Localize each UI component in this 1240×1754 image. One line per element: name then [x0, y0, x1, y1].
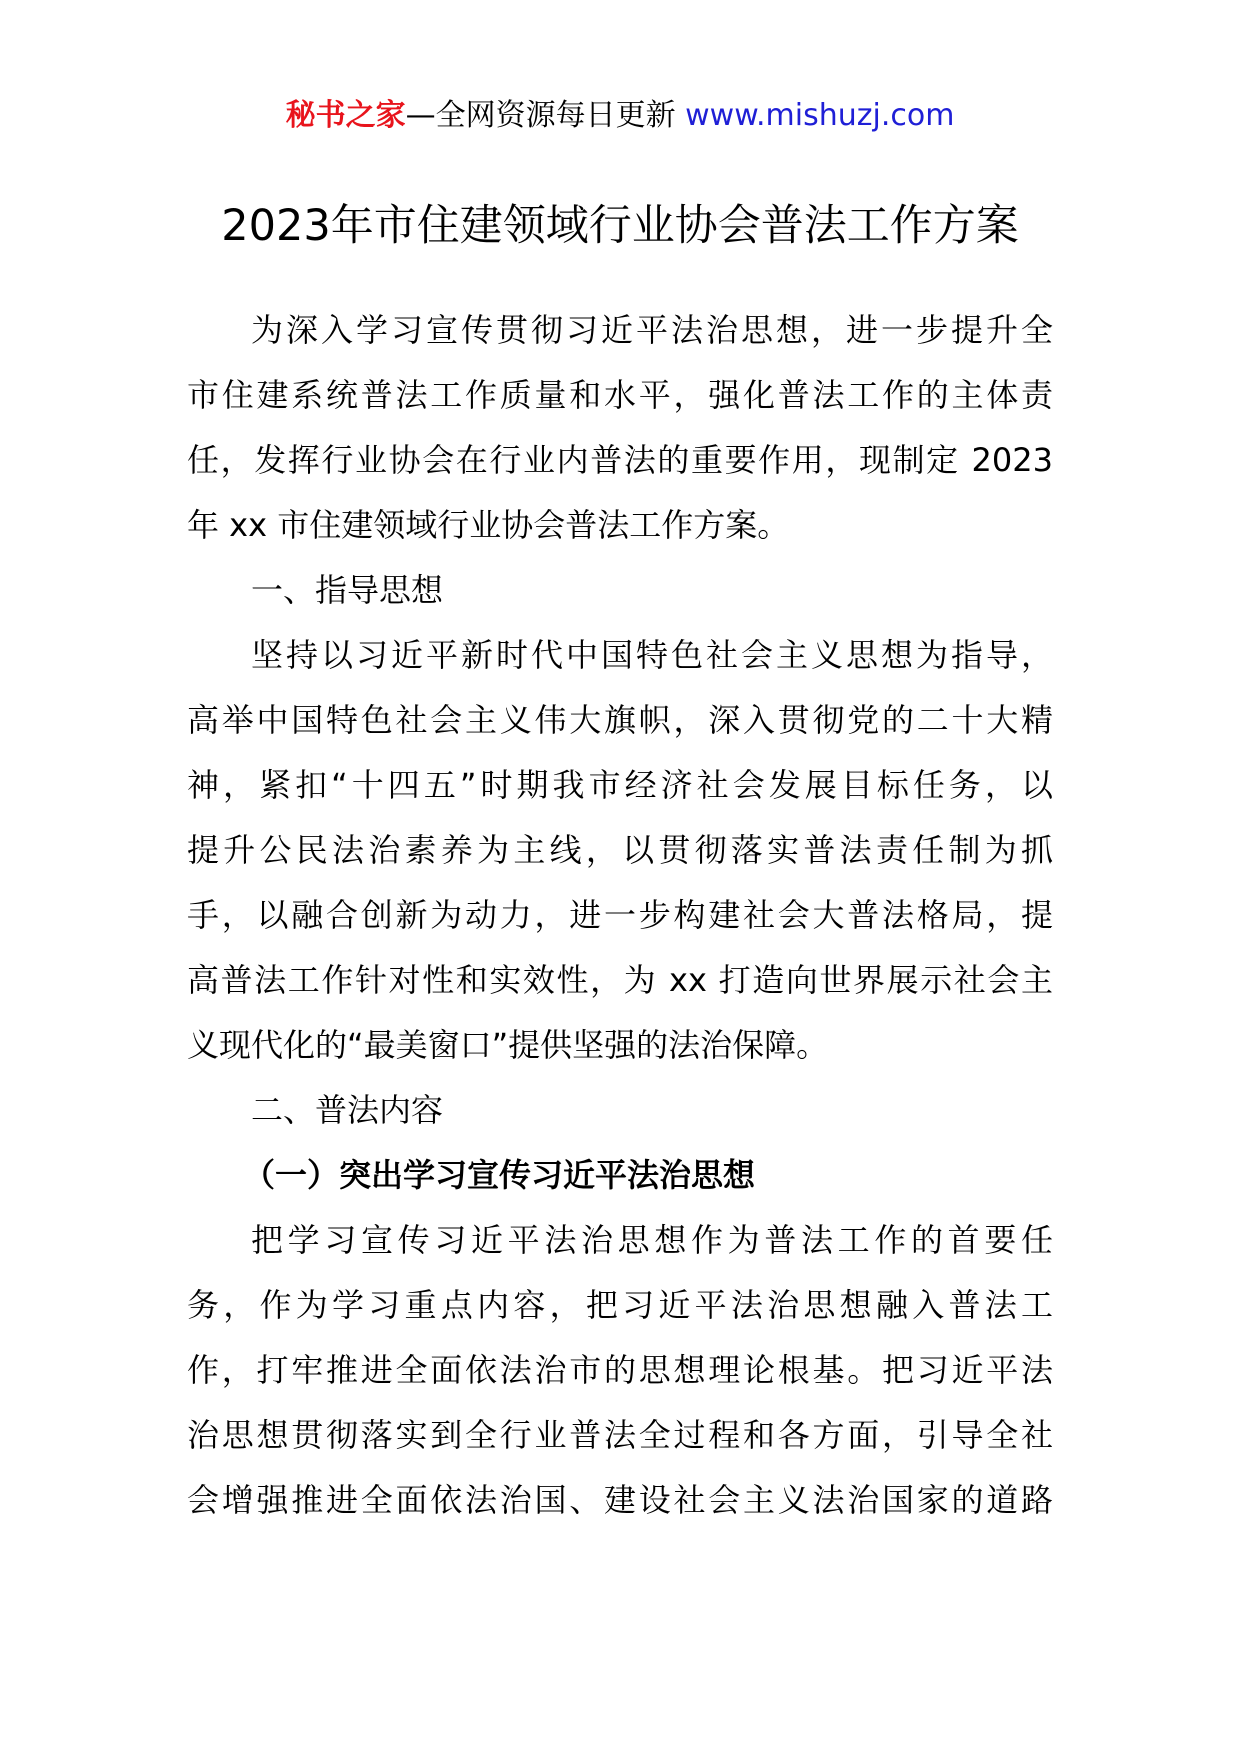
text-line: 坚持以习近平新时代中国特色社会主义思想为指导，: [251, 636, 1053, 674]
brand-name: 秘书之家: [285, 98, 406, 133]
text-line: 年 xx 市住建领域行业协会普法工作方案。: [187, 506, 790, 544]
text-line: 为深入学习宣传贯彻习近平法治思想，进一步提升全: [251, 311, 1053, 349]
text-line: 会增强推进全面依法治国、建设社会主义法治国家的道路: [187, 1481, 1053, 1519]
intro-paragraph: [187, 298, 1053, 558]
document-title: 2023年市住建领域行业协会普法工作方案: [221, 201, 1019, 251]
subsection-paragraph: [187, 1208, 1053, 1533]
header-tagline: —全网资源每日更新: [405, 98, 676, 133]
text-line: 高普法工作针对性和实效性，为 xx 打造向世界展示社会主: [187, 961, 1053, 999]
text-line: 作，打牢推进全面依法治市的思想理论根基。把习近平法: [187, 1351, 1053, 1389]
text-line: 手，以融合创新为动力，进一步构建社会大普法格局，提: [187, 896, 1053, 934]
site-header: [0, 96, 1240, 136]
subsection-heading: （一）突出学习宣传习近平法治思想: [243, 1156, 756, 1194]
text-line: 市住建系统普法工作质量和水平，强化普法工作的主体责: [187, 376, 1053, 414]
section-heading-content: 二、普法内容: [251, 1091, 444, 1129]
text-line: 任，发挥行业协会在行业内普法的重要作用，现制定 2023: [187, 441, 1053, 479]
document-body: [187, 298, 1053, 1533]
text-line: 提升公民法治素养为主线，以贯彻落实普法责任制为抓: [187, 831, 1053, 869]
text-line: 务，作为学习重点内容，把习近平法治思想融入普法工: [187, 1286, 1053, 1324]
site-url-link[interactable]: www.mishuzj.com: [685, 98, 955, 133]
section-heading-guiding-thought: 一、指导思想: [251, 571, 444, 609]
text-line: 高举中国特色社会主义伟大旗帜，深入贯彻党的二十大精: [187, 701, 1053, 739]
text-line: 治思想贯彻落实到全行业普法全过程和各方面，引导全社: [187, 1416, 1053, 1454]
text-line: 把学习宣传习近平法治思想作为普法工作的首要任: [251, 1221, 1053, 1259]
guiding-thought-paragraph: [187, 623, 1053, 1078]
text-line: 神，紧扣“十四五”时期我市经济社会发展目标任务，以: [187, 766, 1053, 804]
text-line: 义现代化的“最美窗口”提供坚强的法治保障。: [187, 1026, 829, 1064]
